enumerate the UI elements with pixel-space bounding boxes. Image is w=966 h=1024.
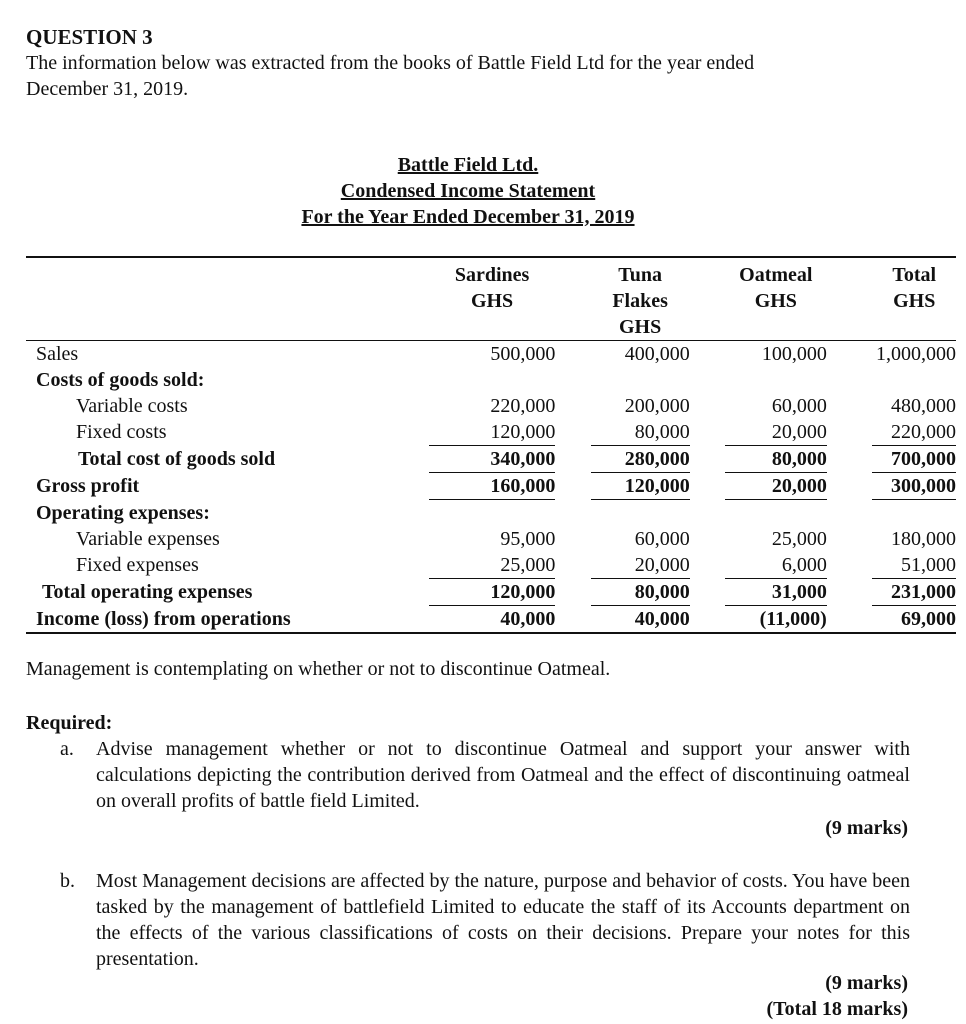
cell-value: 160,000 — [429, 473, 556, 500]
col-sardines-line1: Sardines — [454, 264, 530, 286]
row-cogs-heading — [26, 367, 956, 393]
cell-value: 400,000 — [624, 343, 690, 365]
company-name: Battle Field Ltd. — [397, 154, 539, 176]
row-label: Income (loss) from operations — [26, 606, 429, 634]
column-header-row — [26, 257, 956, 288]
col-tuna-line1: Tuna — [618, 264, 662, 286]
cell-value: 80,000 — [591, 579, 690, 606]
col-tuna-line2: Flakes — [612, 290, 668, 312]
cell-value: 700,000 — [872, 446, 956, 473]
row-total-cogs — [26, 446, 956, 473]
cell-value: 1,000,000 — [876, 343, 956, 365]
cell-value: 6,000 — [725, 552, 827, 579]
col-oatmeal-line2: GHS — [754, 290, 797, 312]
intro-line-1: The information below was extracted from the books of Battle Field Ltd for the year ended — [26, 52, 755, 74]
cell-value: 120,000 — [429, 579, 556, 606]
row-label: Gross profit — [36, 474, 140, 497]
col-sardines-line2: GHS — [470, 290, 514, 312]
column-header-row-2 — [26, 288, 956, 314]
col-tuna-line3: GHS — [591, 314, 690, 341]
statement-heading — [278, 152, 658, 230]
cell-value: 51,000 — [872, 552, 956, 579]
col-total-line2: GHS — [893, 290, 936, 312]
cell-value: 231,000 — [872, 579, 956, 606]
cell-value: 40,000 — [591, 606, 690, 634]
row-label: Total cost of goods sold — [78, 447, 276, 470]
row-label: Fixed expenses — [76, 554, 199, 576]
row-income-from-operations — [26, 606, 956, 634]
row-sales — [26, 341, 956, 368]
item-marker: b. — [60, 870, 75, 892]
row-label: Total operating expenses — [42, 580, 253, 603]
statement-period: For the Year Ended December 31, 2019 — [301, 206, 635, 228]
management-note: Management is contemplating on whether or not to discontinue Oatmeal. — [26, 658, 611, 680]
row-total-opex — [26, 579, 956, 606]
col-total-line1: Total — [892, 264, 937, 286]
cell-value: 69,000 — [872, 606, 956, 634]
row-label: Variable costs — [76, 395, 188, 417]
statement-name: Condensed Income Statement — [340, 180, 596, 202]
cell-value: 180,000 — [891, 528, 956, 550]
cell-value: 300,000 — [872, 473, 956, 500]
cell-value: 200,000 — [624, 395, 690, 417]
intro-line-2: December 31, 2019. — [26, 78, 189, 100]
cell-value: (11,000) — [725, 606, 827, 634]
cell-value: 20,000 — [591, 552, 690, 579]
marks-b: (9 marks) — [825, 972, 908, 994]
item-text: Most Management decisions are affected by the nature, purpose and behavior of costs. You have been tasked by the management of battlefield Limited to educate the staff of its Accounts department on the effects of the various classifications of costs on their decisions. Prepare your notes for this presentation. — [96, 870, 910, 970]
required-item-a — [60, 736, 910, 814]
row-label: Costs of goods sold: — [36, 369, 205, 391]
cell-value: 60,000 — [634, 528, 690, 550]
income-statement-table — [26, 256, 956, 634]
required-item-b — [60, 868, 910, 972]
row-label: Sales — [36, 343, 79, 365]
col-oatmeal-line1: Oatmeal — [739, 264, 813, 286]
cell-value: 20,000 — [725, 473, 827, 500]
cell-value: 500,000 — [490, 343, 556, 365]
row-label: Variable expenses — [76, 528, 220, 550]
cell-value: 100,000 — [761, 343, 827, 365]
cell-value: 120,000 — [591, 473, 690, 500]
total-marks: (Total 18 marks) — [766, 998, 908, 1020]
cell-value: 80,000 — [591, 419, 690, 446]
cell-value: 25,000 — [429, 552, 556, 579]
cell-value: 220,000 — [490, 395, 556, 417]
cell-value: 40,000 — [429, 606, 556, 634]
row-variable-costs — [26, 393, 956, 419]
cell-value: 25,000 — [771, 528, 827, 550]
item-marker: a. — [60, 738, 74, 760]
row-gross-profit — [26, 473, 956, 500]
required-heading: Required: — [26, 712, 113, 734]
cell-value: 340,000 — [429, 446, 556, 473]
cell-value: 480,000 — [891, 395, 956, 417]
item-text: Advise management whether or not to discontinue Oatmeal and support your answer with calculations depicting the contribution derived from Oatmeal and the effect of discontinuing oatmeal on overall profits of battle field Limited. — [96, 738, 910, 812]
marks-a: (9 marks) — [825, 817, 908, 839]
row-label: Fixed costs — [76, 421, 167, 443]
cell-value: 280,000 — [591, 446, 690, 473]
question-intro — [26, 50, 906, 102]
cell-value: 31,000 — [725, 579, 827, 606]
column-header-row-3 — [26, 314, 956, 341]
row-fixed-costs — [26, 419, 956, 446]
cell-value: 20,000 — [725, 419, 827, 446]
question-title: QUESTION 3 — [26, 25, 153, 49]
row-label: Operating expenses: — [36, 501, 210, 524]
cell-value: 80,000 — [725, 446, 827, 473]
cell-value: 120,000 — [429, 419, 556, 446]
cell-value: 220,000 — [872, 419, 956, 446]
row-fixed-expenses — [26, 552, 956, 579]
cell-value: 95,000 — [500, 528, 556, 550]
row-opex-heading — [26, 500, 956, 527]
row-variable-expenses — [26, 526, 956, 552]
cell-value: 60,000 — [771, 395, 827, 417]
